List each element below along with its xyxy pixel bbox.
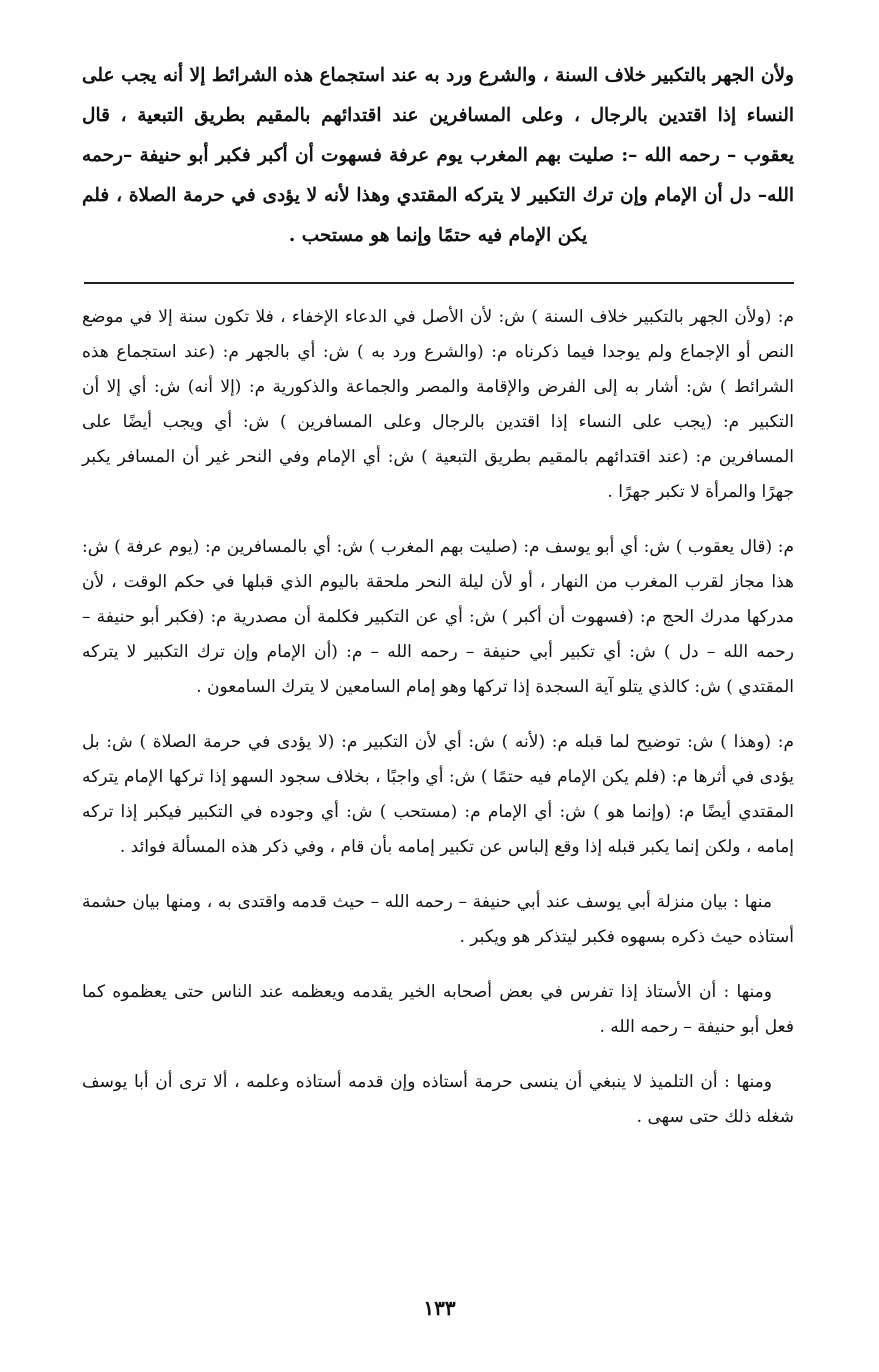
commentary-paragraph: ومنها : أن التلميذ لا ينبغي أن ينسى حرمة أستاذه وإن قدمه أستاذه وعلمه ، ألا ترى أن أبا يوسف شغله ذلك حتى سهى . bbox=[82, 1072, 794, 1127]
commentary-paragraph: م: (قال يعقوب ) ش: أي أبو يوسف م: (صليت بهم المغرب ) ش: أي بالمسافرين م: (يوم عرفة ) ش: هذا مجاز لقرب المغرب من النهار ، أو لأن ليلة النحر ملحقة باليوم الذي قبلها في حكم الوقت ، لأن مدركها مدرك الحج م: (فسهوت أن أكبر ) ش: أي عن التكبير فكلمة أن مصدرية م: (فكبر أبو حنيفة – رحمه الله – دل ) ش: أي تكبير أبي حنيفة – رحمه الله – م: (أن الإمام وإن ترك التكبير لا يتركه المقتدي ) ش: كالذي يتلو آية السجدة إذا تركها وهو إمام السامعين لا يترك السامعون . bbox=[82, 537, 794, 697]
page-number: ١٣٣ bbox=[423, 1296, 456, 1320]
commentary-paragraph: م: (وهذا ) ش: توضيح لما قبله م: (لأنه ) ش: أي لأن التكبير م: (لا يؤدى في حرمة الصلاة ) ش: بل يؤدى في أثرها م: (فلم يكن الإمام فيه حتمًا ) ش: أي واجبًا ، بخلاف سجود السهو إذا تركها الإمام يتركه المقتدي أيضًا م: (وإنما هو ) ش: أي الإمام م: (مستحب ) ش: أي وجوده في التكبير فيكبر إذا تركه إمامه ، ولكن إنما يكبر قبله إذا وقع إلباس عن تكبير إمامه بأن قام ، وفي ذكر هذه المسألة فوائد . bbox=[82, 732, 794, 857]
commentary-paragraph: ومنها : أن الأستاذ إذا تفرس في بعض أصحابه الخير يقدمه ويعظمه عند الناس حتى يعظموه كما فعل أبو حنيفة – رحمه الله . bbox=[82, 982, 794, 1037]
main-text: ولأن الجهر بالتكبير خلاف السنة ، والشرع ورد به عند استجماع هذه الشرائط إلا أنه يجب على النساء إذا اقتدين بالرجال ، وعلى المسافرين عند اقتدائهم بالمقيم بطريق التبعية ، قال يعقوب – رحمه الله –: صليت بهم المغرب يوم عرفة فسهوت أن أكبر فكبر أبو حنيفة –رحمه الله– دل أن الإمام وإن ترك التكبير لا يتركه المقتدي وهذا لأنه لا يؤدى في حرمة الصلاة ، فلم يكن الإمام فيه حتمًا وإنما هو مستحب . bbox=[82, 65, 794, 246]
separator-rule bbox=[84, 282, 794, 284]
commentary bbox=[82, 300, 794, 1155]
commentary-paragraph: م: (ولأن الجهر بالتكبير خلاف السنة ) ش: لأن الأصل في الدعاء الإخفاء ، فلا تكون سنة إلا في موضع النص أو الإجماع ولم يوجدا فيما ذكرناه م: (والشرع ورد به ) ش: أي بالجهر م: (عند استجماع هذه الشرائط ) ش: أشار به إلى الفرض والإقامة والمصر والجماعة والذكورية م: (إلا أنه) ش: أي إلا أن التكبير م: (يجب على النساء إذا اقتدين بالرجال وعلى المسافرين ) ش: أي ويجب أيضًا على المسافرين م: (عند اقتدائهم بالمقيم بطريق التبعية ) ش: أي الإمام وفي النحر غير أن المسافر يكبر جهرًا والمرأة لا تكبر جهرًا . bbox=[82, 307, 794, 502]
commentary-paragraph: منها : بيان منزلة أبي يوسف عند أبي حنيفة – رحمه الله – حيث قدمه واقتدى به ، ومنها بيان حشمة أستاذه حيث ذكره بسهوه فكبر ليتذكر هو ويكبر . bbox=[82, 892, 794, 947]
